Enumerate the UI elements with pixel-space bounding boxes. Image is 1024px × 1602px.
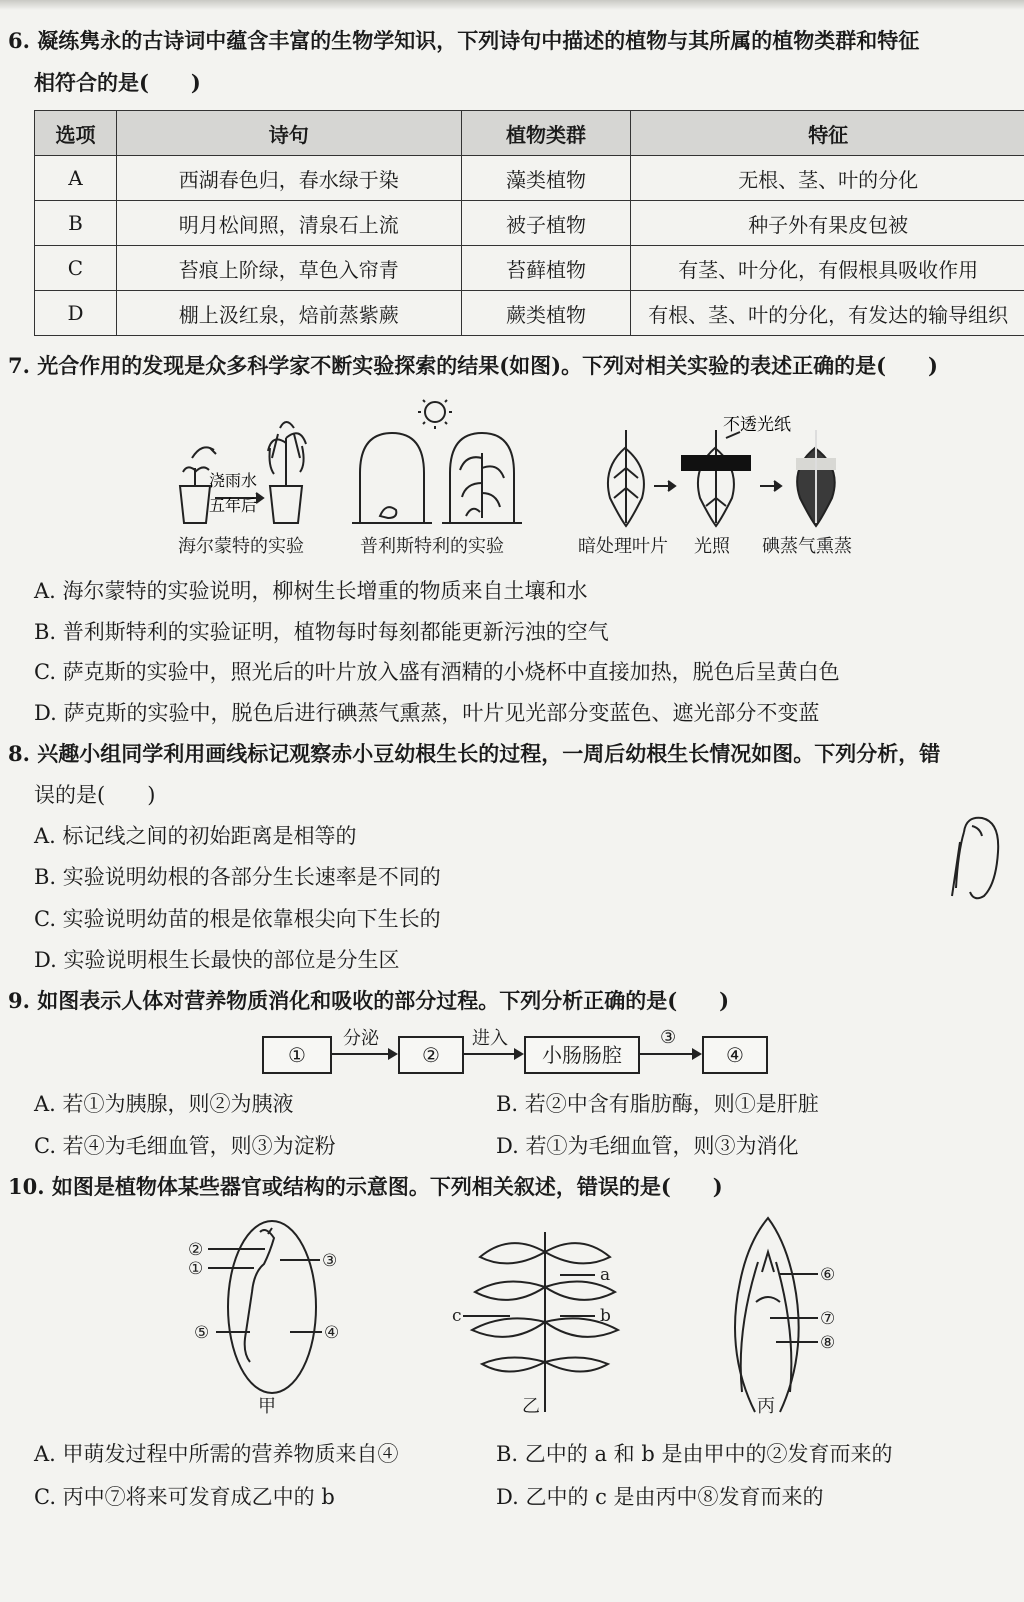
- q7-stem: 7. 光合作用的发现是众多科学家不断实验探索的结果(如图)。下列对相关实验的表述正确的是( ): [8, 353, 938, 378]
- caption-dark: 暗处理叶片: [578, 536, 668, 557]
- bud-icon: [735, 1218, 799, 1412]
- q9-option-a: A. 若①为胰腺，则②为胰液: [34, 1092, 294, 1116]
- cell: 蕨类植物: [461, 291, 631, 336]
- q10-figure: [180, 1212, 860, 1427]
- fig-water-label-2: 五年后: [209, 496, 258, 515]
- q7-option-c: C. 萨克斯的实验中，照光后的叶片放入盛有酒精的小烧杯中直接加热，脱色后呈黄白色: [34, 660, 840, 684]
- label-yi: 乙: [522, 1396, 540, 1417]
- q8-option-a: A. 标记线之间的初始距离是相等的: [34, 824, 357, 848]
- cell: 无根、茎、叶的分化: [631, 156, 1024, 201]
- flow-box-3: 小肠肠腔: [524, 1036, 640, 1074]
- sun-icon: [418, 398, 452, 429]
- table-row: [35, 291, 1024, 336]
- q8-stem-line1: 8. 兴趣小组同学利用画线标记观察赤小豆幼根生长的过程，一周后幼根生长情况如图。下列分析，错: [8, 741, 941, 766]
- q8-option-c: C. 实验说明幼苗的根是依靠根尖向下生长的: [34, 907, 441, 931]
- fig-water-label-1: 浇雨水: [209, 471, 258, 490]
- table-row: [35, 156, 1024, 201]
- table-row: [35, 201, 1024, 246]
- q9-option-d: D. 若①为毛细血管，则③为消化: [496, 1134, 799, 1158]
- flow-arrow-2: [462, 1053, 514, 1055]
- cell: 明月松间照，清泉石上流: [116, 201, 461, 246]
- label-n3: ③: [322, 1251, 338, 1271]
- bean-root-icon: [944, 812, 1004, 902]
- label-n6: ⑥: [820, 1265, 836, 1285]
- cell: 有茎、叶分化，有假根具吸收作用: [631, 246, 1024, 291]
- q8-option-b: B. 实验说明幼根的各部分生长速率是不同的: [34, 865, 441, 889]
- q7-figure: [170, 398, 890, 538]
- label-n4: ④: [324, 1323, 340, 1343]
- cell: B: [35, 201, 117, 246]
- q9-option-c: C. 若④为毛细血管，则③为淀粉: [34, 1134, 336, 1158]
- seedling-icon: [472, 1232, 618, 1412]
- q6-stem-line2: 相符合的是( ): [34, 70, 201, 95]
- q7-option-b: B. 普利斯特利的实验证明，植物每时每刻都能更新污浊的空气: [34, 620, 609, 644]
- q7-option-d: D. 萨克斯的实验中，脱色后进行碘蒸气熏蒸，叶片见光部分变蓝色、遮光部分不变蓝: [34, 701, 820, 725]
- caption-helmont: 海尔蒙特的实验: [178, 536, 304, 557]
- header-plant-group: 植物类群: [461, 111, 631, 156]
- bell-jar-mouse-icon: [352, 433, 432, 523]
- q10-option-c: C. 丙中⑦将来可发育成乙中的 b: [34, 1485, 335, 1509]
- label-n5: ⑤: [194, 1323, 210, 1343]
- dark-leaf-icon: [608, 430, 644, 526]
- q6-table: [34, 110, 1024, 336]
- cell: C: [35, 246, 117, 291]
- header-feature: 特征: [631, 111, 1024, 156]
- flow-box-4: ④: [702, 1036, 768, 1074]
- bean-seed-icon: [228, 1221, 316, 1393]
- opaque-paper-strip: [682, 456, 750, 470]
- table-row: [35, 246, 1024, 291]
- q10-option-b: B. 乙中的 a 和 b 是由甲中的②发育而来的: [496, 1442, 893, 1466]
- label-jia: 甲: [258, 1396, 276, 1417]
- page-top-edge: [0, 0, 1024, 10]
- cell: 种子外有果皮包被: [631, 201, 1024, 246]
- cell: 藻类植物: [461, 156, 631, 201]
- covered-leaf-icon: [698, 430, 734, 526]
- flow-box-1: ①: [262, 1036, 332, 1074]
- q8-stem-line2: 误的是( ): [34, 783, 156, 807]
- label-n1: ①: [188, 1259, 204, 1279]
- q7-option-a: A. 海尔蒙特的实验说明，柳树生长增重的物质来自土壤和水: [34, 579, 588, 603]
- cell: 西湖春色归，春水绿于染: [116, 156, 461, 201]
- q8-option-d: D. 实验说明根生长最快的部位是分生区: [34, 948, 400, 972]
- flow-arrowhead-3: [692, 1048, 702, 1060]
- flow-arrow-2-label: 进入: [472, 1028, 508, 1049]
- label-n7: ⑦: [820, 1309, 836, 1329]
- flow-arrow-3: [638, 1053, 692, 1055]
- cell: D: [35, 291, 117, 336]
- flow-arrow-1: [330, 1053, 388, 1055]
- q9-option-b: B. 若②中含有脂肪酶，则①是肝脏: [496, 1092, 819, 1116]
- cell: 苔痕上阶绿，草色入帘青: [116, 246, 461, 291]
- q10-option-d: D. 乙中的 c 是由丙中⑧发育而来的: [496, 1485, 824, 1509]
- q10-option-a: A. 甲萌发过程中所需的营养物质来自④: [34, 1442, 399, 1466]
- q10-stem: 10. 如图是植物体某些器官或结构的示意图。下列相关叙述，错误的是( ): [8, 1174, 723, 1199]
- cell: 被子植物: [461, 201, 631, 246]
- flow-arrowhead-1: [388, 1048, 398, 1060]
- label-bing: 丙: [757, 1396, 775, 1417]
- table-header-row: [35, 111, 1024, 156]
- cell: 有根、茎、叶的分化，有发达的输导组织: [631, 291, 1024, 336]
- flow-arrow-3-label: ③: [660, 1027, 677, 1048]
- cell: A: [35, 156, 117, 201]
- label-n2: ②: [188, 1240, 204, 1260]
- flow-box-2: ②: [398, 1036, 464, 1074]
- label-n8: ⑧: [820, 1333, 836, 1353]
- cell: 苔藓植物: [461, 246, 631, 291]
- q6-stem-line1: 6. 凝练隽永的古诗词中蕴含丰富的生物学知识，下列诗句中描述的植物与其所属的植物类群和特征: [8, 28, 920, 53]
- header-poem: 诗句: [116, 111, 461, 156]
- q9-stem: 9. 如图表示人体对营养物质消化和吸收的部分过程。下列分析正确的是( ): [8, 988, 730, 1013]
- caption-priestley: 普利斯特利的实验: [360, 536, 504, 557]
- flow-arrowhead-2: [514, 1048, 524, 1060]
- cell: 棚上汲红泉，焙前蒸紫蕨: [116, 291, 461, 336]
- caption-iodine: 碘蒸气熏蒸: [762, 536, 852, 557]
- flow-arrow-1-label: 分泌: [343, 1028, 379, 1049]
- fig-paper-label: 不透光纸: [723, 415, 791, 435]
- header-option: 选项: [35, 111, 117, 156]
- helmont-big-pot-icon: [268, 422, 306, 523]
- label-c: c: [452, 1306, 462, 1326]
- iodine-leaf-icon: [796, 430, 836, 526]
- label-b: b: [600, 1306, 611, 1326]
- bell-jar-plant-icon: [442, 433, 522, 523]
- label-a: a: [600, 1265, 611, 1285]
- caption-light: 光照: [694, 536, 730, 557]
